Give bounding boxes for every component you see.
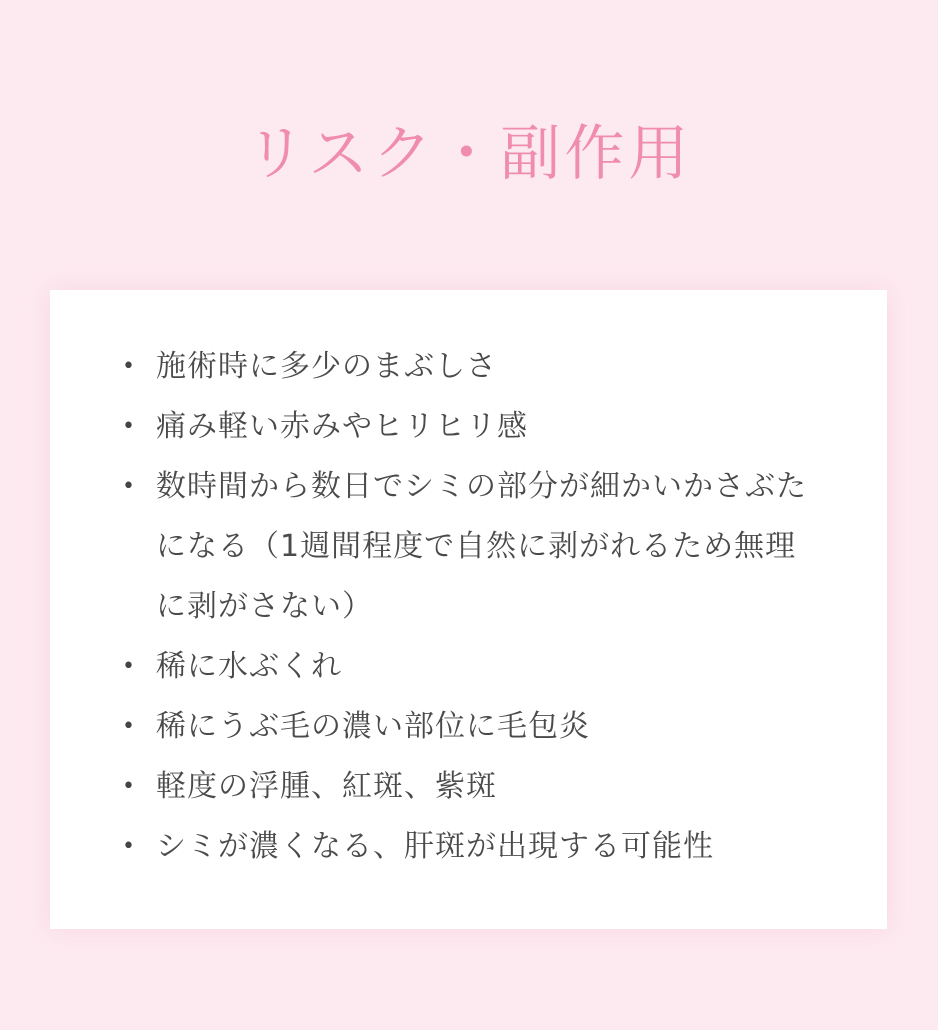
risk-list <box>120 337 820 877</box>
bullet-icon: • <box>122 714 135 739</box>
risk-text: 稀にうぶ毛の濃い部位に毛包炎 <box>156 709 590 744</box>
list-item <box>120 337 820 397</box>
bullet-icon: • <box>122 774 135 799</box>
bullet-icon: • <box>122 654 135 679</box>
risk-text: 稀に水ぶくれ <box>156 649 342 684</box>
list-item <box>120 637 820 697</box>
risk-text: シミが濃くなる、肝斑が出現する可能性 <box>156 829 714 864</box>
risk-text: 痛み軽い赤みやヒリヒリ感 <box>156 409 528 444</box>
page-title: リスク・副作用 <box>245 119 693 189</box>
bullet-icon: • <box>122 834 135 859</box>
bullet-icon: • <box>122 474 135 499</box>
risk-card <box>50 290 887 929</box>
bullet-icon: • <box>122 414 135 439</box>
list-item <box>120 697 820 757</box>
list-item <box>120 457 820 637</box>
risk-text: 数時間から数日でシミの部分が細かいかさぶたになる（1週間程度で自然に剥がれるため無理に剥がさない） <box>156 469 807 624</box>
bullet-icon: • <box>122 354 135 379</box>
risk-text: 軽度の浮腫、紅斑、紫斑 <box>156 769 497 804</box>
list-item <box>120 397 820 457</box>
risk-text: 施術時に多少のまぶしさ <box>156 349 497 384</box>
list-item <box>120 817 820 877</box>
list-item <box>120 757 820 817</box>
